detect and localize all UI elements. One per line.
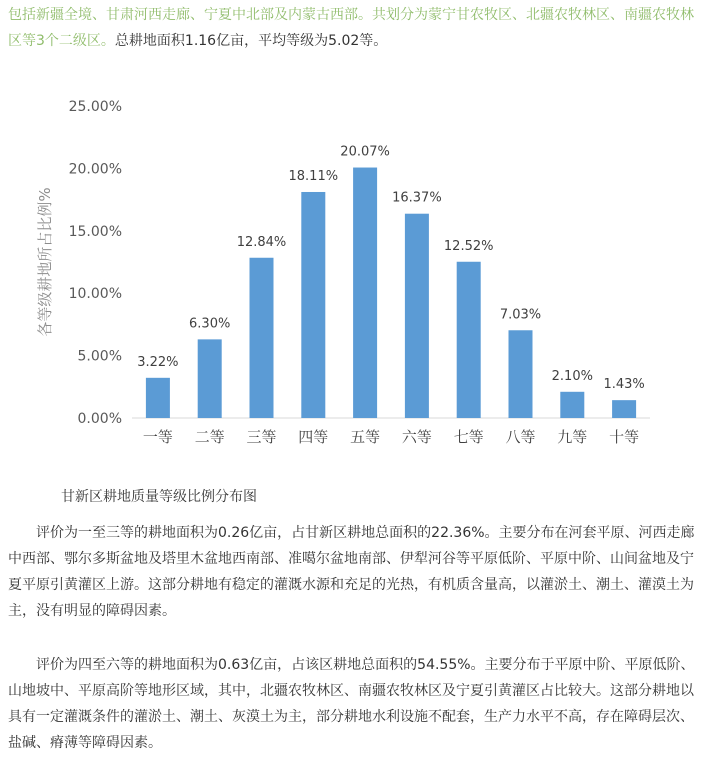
intro-green-text: 包括新疆全境、甘肃河西走廊、宁夏中北部及内蒙古西部。共划分为蒙宁甘农牧区、北疆农牧林区、南疆农牧林区等3个二级区。 bbox=[8, 7, 694, 49]
bar-value-label: 12.52% bbox=[443, 238, 494, 254]
x-tick-label: 三等 bbox=[246, 428, 277, 446]
x-tick-label: 二等 bbox=[194, 428, 225, 446]
paragraph-grade-4-6: 评价为四至六等的耕地面积为0.63亿亩，占该区耕地总面积的54.55%。主要分布于平原中阶、平原低阶、山地坡中、平原高阶等地形区域，其中，北疆农牧林区、南疆农牧林区及宁夏引黄灌区占比较大。这部分耕地以具有一定灌溉条件的灌淤土、潮土、灰漠土为主，部分耕地水利设施不配套，生产力水平不高，存在障碍层次、盐碱、瘠薄等障碍因素。 bbox=[8, 657, 695, 751]
bar-value-label: 7.03% bbox=[499, 307, 542, 323]
x-tick-label: 一等 bbox=[142, 428, 173, 446]
y-tick-label: 20.00% bbox=[68, 161, 122, 178]
bar-value-label: 12.84% bbox=[236, 234, 287, 250]
bar-1 bbox=[146, 378, 170, 418]
bar-chart-svg bbox=[20, 88, 680, 460]
bar-7 bbox=[457, 262, 481, 418]
x-tick-label: 九等 bbox=[557, 428, 588, 446]
bar-3 bbox=[250, 258, 274, 418]
x-tick-label: 八等 bbox=[505, 428, 536, 446]
x-tick-label: 十等 bbox=[609, 428, 640, 446]
bar-2 bbox=[198, 339, 222, 418]
intro-black-text: 总耕地面积1.16亿亩，平均等级为5.02等。 bbox=[114, 33, 388, 49]
bar-chart bbox=[20, 88, 680, 460]
bar-6 bbox=[405, 214, 429, 418]
bar-value-label: 16.37% bbox=[392, 190, 442, 206]
x-tick-label: 四等 bbox=[298, 428, 329, 446]
y-tick-label: 0.00% bbox=[77, 411, 122, 427]
paragraph-grade-1-3: 评价为一至三等的耕地面积为0.26亿亩，占甘新区耕地总面积的22.36%。主要分布在河套平原、河西走廊中西部、鄂尔多斯盆地及塔里木盆地西南部、准噶尔盆地南部、伊犁河谷等平原低阶、平原中阶、山间盆地及宁夏平原引黄灌区上游。这部分耕地有稳定的灌溉水源和充足的光热，有机质含量高，以灌淤土、潮土、灌漠土为主，没有明显的障碍因素。 bbox=[8, 525, 695, 619]
bar-value-label: 2.10% bbox=[551, 368, 593, 384]
y-tick-label: 15.00% bbox=[68, 223, 122, 240]
bar-value-label: 6.30% bbox=[189, 316, 231, 332]
intro-paragraph bbox=[8, 2, 698, 54]
bar-9 bbox=[560, 392, 584, 418]
chart-caption: 甘新区耕地质量等级比例分布图 bbox=[61, 489, 257, 505]
y-tick-label: 5.00% bbox=[77, 348, 122, 365]
bar-value-label: 3.22% bbox=[137, 354, 179, 370]
bar-4 bbox=[301, 192, 325, 418]
y-tick-label: 10.00% bbox=[68, 286, 122, 303]
bar-value-label: 18.11% bbox=[288, 168, 339, 184]
bar-10 bbox=[612, 400, 636, 418]
bar-value-label: 20.07% bbox=[340, 144, 390, 160]
bar-5 bbox=[353, 168, 377, 418]
y-axis-title: 各等级耕地所占比例% bbox=[36, 187, 54, 337]
bar-8 bbox=[509, 330, 533, 418]
y-tick-label: 25.00% bbox=[68, 99, 122, 115]
x-tick-label: 六等 bbox=[401, 428, 432, 446]
x-tick-label: 五等 bbox=[350, 428, 381, 446]
x-tick-label: 七等 bbox=[453, 428, 484, 446]
bar-value-label: 1.43% bbox=[603, 377, 645, 393]
